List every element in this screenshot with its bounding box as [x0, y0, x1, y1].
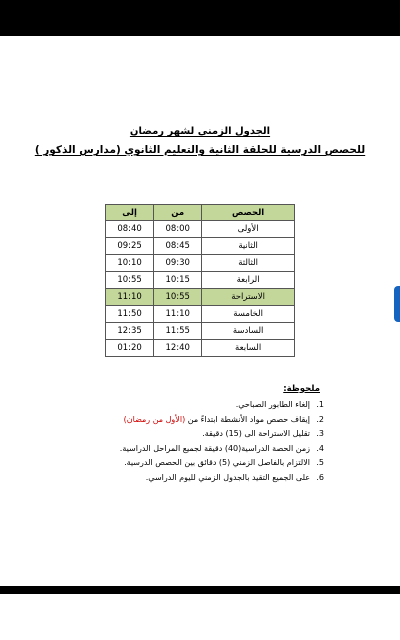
end-time: 12:35: [106, 323, 154, 340]
session-name: الرابعة: [202, 272, 295, 289]
document-title: الجدول الزمني لشهر رمضان: [129, 126, 271, 137]
session-name: الثالثة: [202, 255, 295, 272]
note-text: إيقاف حصص مواد الأنشطة ابتداءً من: [185, 414, 310, 424]
header-to: إلى: [106, 205, 154, 221]
start-time: 11:10: [154, 306, 202, 323]
document-subtitle: للحصص الدرسية للحلقة الثانية والتعليم الثانوي (مدارس الذكور ): [34, 144, 366, 156]
session-name: الاستراحة: [202, 289, 295, 306]
header-session: الحصص: [202, 205, 295, 221]
table-row: [106, 306, 295, 323]
session-name: الأولى: [202, 221, 295, 238]
end-time: 10:55: [106, 272, 154, 289]
list-item: 6.على الجميع التقيد بالجدول الزمني لليوم الدراسي.: [145, 472, 324, 482]
note-highlight: (الأول من رمضان): [123, 414, 186, 424]
start-time: 10:15: [154, 272, 202, 289]
session-name: الخامسة: [202, 306, 295, 323]
session-name: السابعة: [202, 340, 295, 357]
table-row: [106, 340, 295, 357]
notes-list: [94, 398, 338, 485]
start-time: 08:45: [154, 238, 202, 255]
end-time: 11:50: [106, 306, 154, 323]
start-time: 10:55: [154, 289, 202, 306]
end-time: 10:10: [106, 255, 154, 272]
start-time: 12:40: [154, 340, 202, 357]
table-row: [106, 221, 295, 238]
scroll-handle[interactable]: [394, 286, 400, 322]
break-row: [106, 289, 295, 306]
end-time: 11:10: [106, 289, 154, 306]
end-time: 09:25: [106, 238, 154, 255]
viewer-top-bar: [0, 0, 400, 32]
table-row: [106, 272, 295, 289]
end-time: 08:40: [106, 221, 154, 238]
table-row: [106, 323, 295, 340]
start-time: 09:30: [154, 255, 202, 272]
list-item: 5.الالتزام بالفاصل الزمني (5) دقائق بين الحصص الدرسية.: [124, 458, 324, 467]
note-text: زمن الحصة الدراسية(40) دقيقة لجميع المراحل الدراسية.: [119, 443, 310, 453]
session-name: الثانية: [202, 238, 295, 255]
schedule-table: [105, 204, 295, 357]
start-time: 08:00: [154, 221, 202, 238]
list-item: 4.زمن الحصة الدراسية(40) دقيقة لجميع المراحل الدراسية.: [119, 443, 324, 453]
header-from: من: [154, 205, 202, 221]
list-item: 1.إلغاء الطابور الصباحي.: [235, 400, 324, 409]
list-item: 2.إيقاف حصص مواد الأنشطة ابتداءً من (الأول من رمضان): [123, 414, 324, 424]
list-item: 3.تقليل الاستراحة الى (15) دقيقة.: [202, 429, 324, 438]
session-name: السادسة: [202, 323, 295, 340]
notes-heading: ملحوظة:: [283, 384, 320, 394]
document-page: [0, 36, 400, 586]
note-text: إلغاء الطابور الصباحي.: [235, 400, 310, 409]
note-text: الالتزام بالفاصل الزمني (5) دقائق بين الحصص الدرسية.: [124, 458, 310, 467]
table-row: [106, 238, 295, 255]
note-text: تقليل الاستراحة الى (15) دقيقة.: [202, 429, 310, 438]
end-time: 01:20: [106, 340, 154, 357]
next-page: [0, 594, 400, 640]
start-time: 11:55: [154, 323, 202, 340]
schedule-header-row: [106, 205, 295, 221]
table-row: [106, 255, 295, 272]
note-text: على الجميع التقيد بالجدول الزمني لليوم الدراسي.: [145, 472, 310, 482]
